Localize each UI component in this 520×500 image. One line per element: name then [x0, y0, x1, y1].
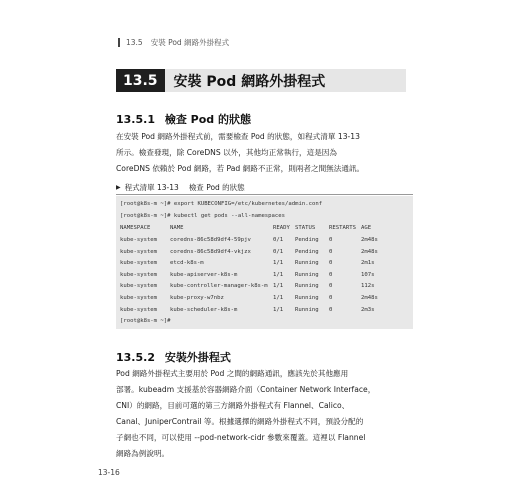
section-banner-title: 安裝 Pod 網路外掛程式 [173, 73, 326, 90]
header-section-number: 13.5 [126, 38, 143, 47]
pod-age-cell: 2m3s [361, 306, 375, 313]
caption-divider [116, 194, 413, 195]
pod-ready-cell: 0/1 [273, 248, 284, 255]
column-header-name: NAME [170, 225, 184, 231]
pod-age-cell: 2m48s [361, 248, 378, 255]
section-number-badge: 13.5 [116, 69, 165, 92]
subsection-number: 13.5.1 [116, 113, 155, 126]
subsection-heading-2 [116, 349, 231, 365]
subsection-title: 安裝外掛程式 [164, 351, 231, 364]
column-header-age: AGE [361, 225, 372, 231]
subsection-number: 13.5.2 [116, 351, 155, 364]
paragraph-install-plugin [116, 366, 408, 462]
pod-age-cell: 112s [361, 283, 375, 290]
column-header-restarts: RESTARTS [329, 225, 356, 231]
pod-age-cell: 2m48s [361, 295, 378, 301]
caption-triangle-icon: ▶ [116, 184, 121, 191]
pod-status-cell: Running [295, 260, 319, 267]
listing-title: 檢查 Pod 的狀態 [188, 183, 245, 192]
pod-namespace-cell: kube-system [120, 271, 158, 278]
pod-namespace-cell: kube-system [120, 248, 158, 255]
pod-ready-cell: 1/1 [273, 295, 284, 301]
pod-restarts-cell: 0 [329, 260, 333, 267]
pod-status-cell: Running [295, 271, 319, 278]
listing-label: 程式清單 13-13 [124, 183, 179, 192]
pod-ready-cell: 1/1 [273, 260, 284, 267]
pod-name-cell: kube-controller-manager-k8s-m [170, 283, 268, 290]
subsection-heading-1 [116, 111, 251, 127]
pod-name-cell: kube-apiserver-k8s-m [170, 271, 238, 278]
pod-ready-cell: 1/1 [273, 283, 284, 290]
terminal-command: [root@k8s-m ~]# export KUBECONFIG=/etc/kubernetes/admin.conf [120, 201, 323, 207]
running-header [118, 37, 229, 48]
pod-name-cell: kube-proxy-w7nbz [170, 295, 224, 301]
paragraph-line: Pod 網路外掛程式主要用於 Pod 之間的網路通訊，應該先於其他應用 [116, 369, 349, 378]
pod-namespace-cell: kube-system [120, 283, 158, 290]
header-bar-mark [118, 38, 120, 47]
paragraph-line: CoreDNS 依賴於 Pod 網路，若 Pad 網路不正常，則兩者之間無法通訊。 [116, 164, 365, 173]
paragraph-line: 在安裝 Pod 網路外掛程式前，需要檢查 Pod 的狀態，如程式清單 13-13 [116, 132, 360, 141]
subsection-title: 檢查 Pod 的狀態 [164, 113, 251, 126]
column-header-ready: READY [273, 225, 290, 231]
pod-name-cell: kube-scheduler-k8s-m [170, 306, 238, 313]
pod-status-cell: Pending [295, 248, 319, 255]
pod-status-cell: Running [295, 306, 319, 313]
pod-restarts-cell: 0 [329, 295, 333, 301]
paragraph-check-pod-status [116, 129, 408, 177]
pod-restarts-cell: 0 [329, 248, 333, 255]
pod-namespace-cell: kube-system [120, 260, 158, 267]
pod-restarts-cell: 0 [329, 271, 333, 278]
pod-namespace-cell: kube-system [120, 295, 158, 301]
column-header-status: STATUS [295, 225, 316, 231]
pod-status-cell: Running [295, 295, 319, 301]
paragraph-line: Canal、JuniperContrail 等。根據選擇的網路外掛程式不同，預設分配的 [116, 417, 364, 426]
pod-name-cell: coredns-86c58d9df4-59pjv [170, 237, 251, 243]
column-header-namespace: NAMESPACE [120, 225, 151, 231]
page-number: 13-16 [98, 468, 120, 477]
paragraph-line: CNI）的網路，目前可選的第三方網路外掛程式有 Flannel、Calico、 [116, 401, 350, 410]
terminal-command: [root@k8s-m ~]# kubectl get pods --all-namespaces [120, 213, 286, 219]
pod-name-cell: etcd-k8s-m [170, 260, 204, 267]
paragraph-line: 網路為例說明。 [116, 449, 170, 458]
pod-status-cell: Running [295, 283, 319, 290]
pod-ready-cell: 0/1 [273, 237, 284, 243]
pod-age-cell: 2m48s [361, 237, 378, 243]
header-section-title: 安裝 Pod 網路外掛程式 [150, 38, 230, 47]
pod-name-cell: coredns-86c58d9df4-vkjzx [170, 248, 251, 255]
pod-ready-cell: 1/1 [273, 271, 284, 278]
pod-status-cell: Pending [295, 237, 319, 243]
pod-restarts-cell: 0 [329, 283, 333, 290]
pod-ready-cell: 1/1 [273, 306, 284, 313]
pod-age-cell: 2m1s [361, 260, 375, 267]
terminal-output-block [116, 196, 413, 329]
listing-caption [116, 182, 245, 193]
terminal-final-prompt: [root@k8s-m ~]# [120, 318, 171, 324]
pod-namespace-cell: kube-system [120, 306, 158, 313]
pod-namespace-cell: kube-system [120, 237, 158, 243]
paragraph-line: 部署。kubeadm 支援基於容器網路介面（Container Network Interface， [116, 385, 376, 394]
section-banner [116, 69, 406, 92]
pod-restarts-cell: 0 [329, 306, 333, 313]
pod-restarts-cell: 0 [329, 237, 333, 243]
paragraph-line: 子網也不同，可以使用 --pod-network-cidr 參數來覆蓋。這裡以 Flannel [116, 433, 366, 442]
paragraph-line: 所示。檢查發現，除 CoreDNS 以外，其他均正常執行，這是因為 [116, 148, 337, 157]
pod-age-cell: 107s [361, 271, 375, 278]
